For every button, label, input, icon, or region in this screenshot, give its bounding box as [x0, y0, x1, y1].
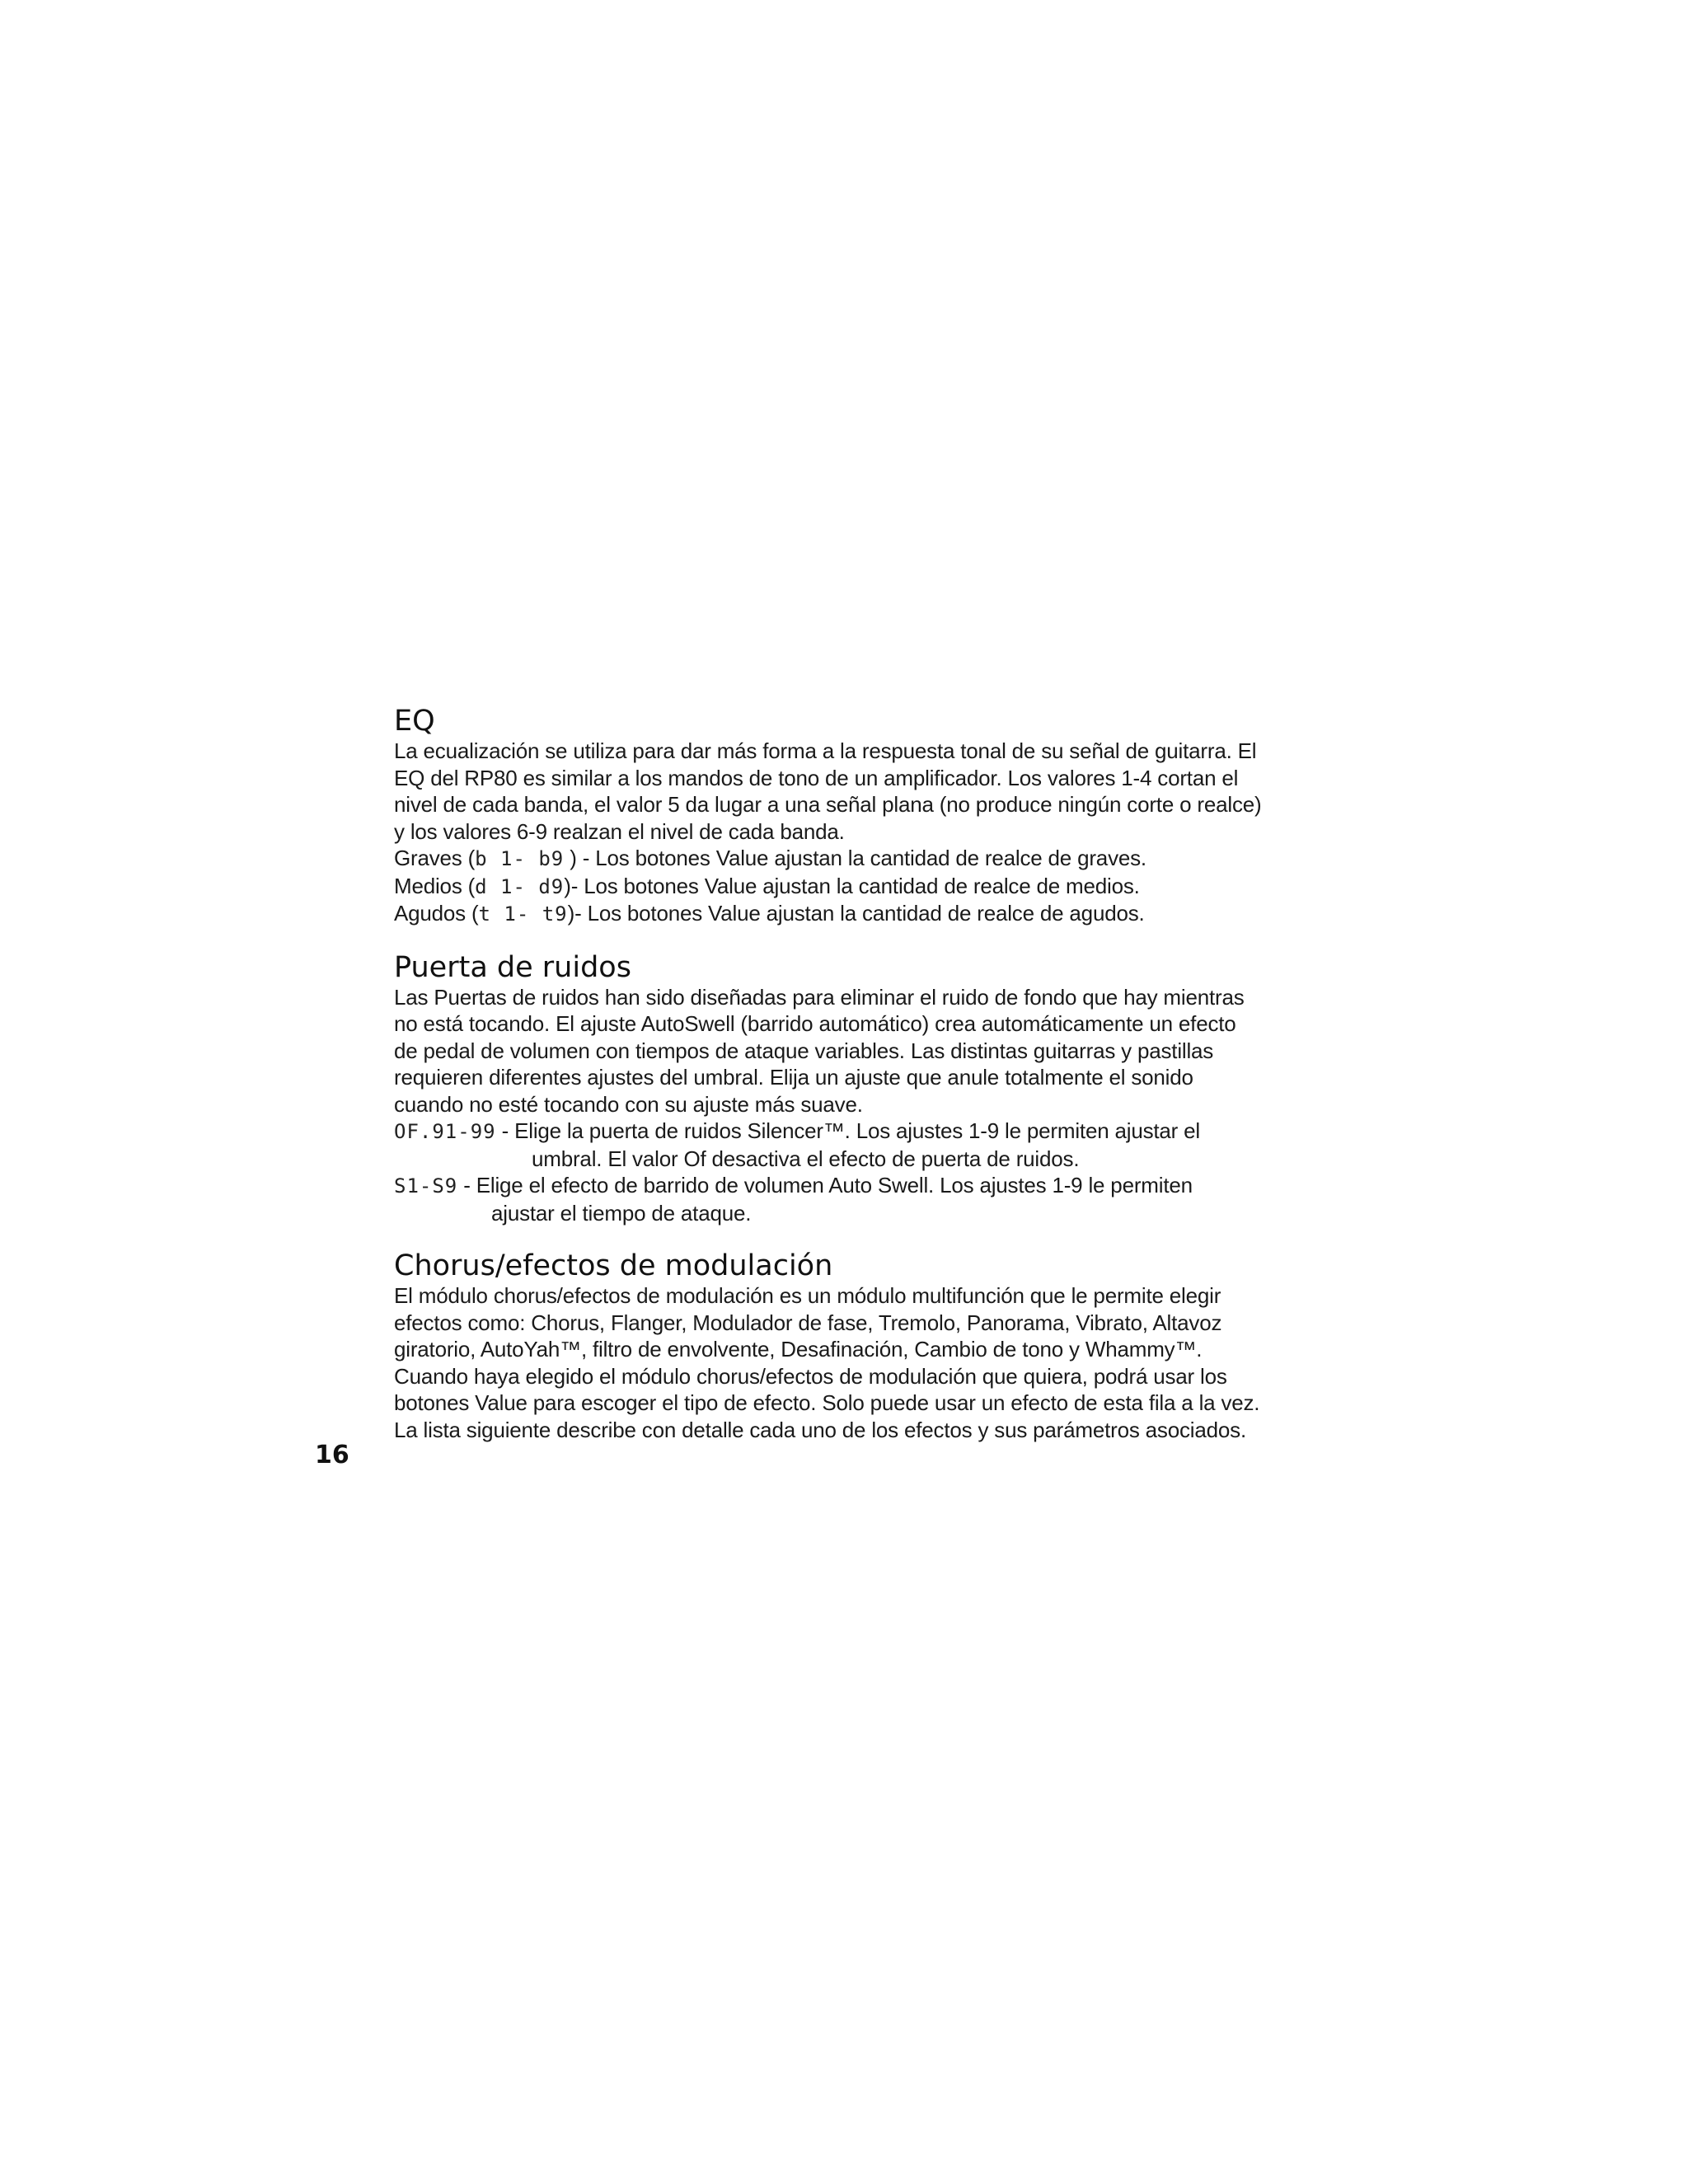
eq-mid-label: Medios (: [394, 873, 476, 898]
section-noise-gate: [394, 951, 1350, 1227]
heading-eq: EQ: [394, 705, 435, 738]
eq-bass-desc: ) - Los botones Value ajustan la cantidad de realce de graves.: [564, 846, 1146, 870]
section-eq: [394, 705, 1350, 928]
chorus-paragraph-line-2: efectos como: Chorus, Flanger, Modulador de fase, Tremolo, Panorama, Vibrato, Altavoz: [394, 1310, 1222, 1335]
chorus-paragraph-line-4: Cuando haya elegido el módulo chorus/efectos de modulación que quiera, podrá usar los: [394, 1363, 1227, 1389]
gate-swell-desc-1: - Elige el efecto de barrido de volumen Auto Swell. Los ajustes 1-9 le permiten: [457, 1173, 1193, 1197]
gate-swell-lcd-code: S1-S9: [394, 1174, 458, 1197]
gate-paragraph-line-1: Las Puertas de ruidos han sido diseñadas para eliminar el ruido de fondo que hay mientras: [394, 984, 1245, 1010]
gate-paragraph-line-4: requieren diferentes ajustes del umbral. Elija un ajuste que anule totalmente el sonido: [394, 1065, 1193, 1090]
gate-swell-item: [394, 1172, 1350, 1200]
gate-paragraph-line-3: de pedal de volumen con tiempos de ataque variables. Las distintas guitarras y pastillas: [394, 1038, 1214, 1063]
eq-paragraph-line-4: y los valores 6-9 realzan el nivel de cada banda.: [394, 818, 845, 844]
eq-paragraph-line-1: La ecualización se utiliza para dar más forma a la respuesta tonal de su señal de guitarra. El: [394, 738, 1257, 763]
eq-treble-lcd-code: t 1- t9: [478, 902, 568, 926]
heading-noise-gate: Puerta de ruidos: [394, 950, 631, 984]
gate-silencer-item: [394, 1118, 1350, 1146]
eq-treble-item: [394, 900, 1350, 928]
gate-swell-desc-2: ajustar el tiempo de ataque.: [491, 1200, 752, 1226]
chorus-paragraph-line-3: giratorio, AutoYah™, filtro de envolvente, Desafinación, Cambio de tono y Whammy™.: [394, 1337, 1203, 1361]
chorus-paragraph-line-1: El módulo chorus/efectos de modulación es un módulo multifunción que le permite elegir: [394, 1283, 1221, 1308]
gate-paragraph-line-5: cuando no esté tocando con su ajuste más suave.: [394, 1091, 863, 1117]
gate-silencer-desc-1: - Elige la puerta de ruidos Silencer™. Los ajustes 1-9 le permiten ajustar el: [495, 1118, 1200, 1143]
gate-silencer-lcd-code: OF.91-99: [394, 1120, 496, 1143]
eq-mid-desc: )- Los botones Value ajustan la cantidad de realce de medios.: [564, 873, 1140, 898]
heading-chorus: Chorus/efectos de modulación: [394, 1249, 833, 1282]
eq-bass-item: [394, 845, 1350, 873]
chorus-paragraph-line-6: La lista siguiente describe con detalle cada uno de los efectos y sus parámetros asociados.: [394, 1417, 1246, 1442]
eq-treble-desc: )- Los botones Value ajustan la cantidad de realce de agudos.: [567, 901, 1145, 926]
section-chorus: [394, 1249, 1350, 1443]
eq-treble-label: Agudos (: [394, 901, 479, 926]
eq-mid-item: [394, 873, 1350, 901]
eq-mid-lcd-code: d 1- d9: [475, 874, 565, 898]
chorus-paragraph-line-5: botones Value para escoger el tipo de efecto. Solo puede usar un efecto de esta fila a la vez.: [394, 1390, 1260, 1415]
eq-bass-label: Graves (: [394, 846, 476, 870]
eq-paragraph-line-3: nivel de cada banda, el valor 5 da lugar a una señal plana (no produce ningún corte o realce): [394, 792, 1262, 817]
page-number: 16: [315, 1441, 349, 1469]
gate-silencer-desc-2: umbral. El valor Of desactiva el efecto de puerta de ruidos.: [532, 1146, 1080, 1171]
gate-paragraph-line-2: no está tocando. El ajuste AutoSwell (barrido automático) crea automáticamente un efecto: [394, 1011, 1236, 1036]
page-content: [394, 705, 1350, 1443]
eq-bass-lcd-code: b 1- b9: [475, 847, 565, 870]
eq-paragraph-line-2: EQ del RP80 es similar a los mandos de tono de un amplificador. Los valores 1-4 cortan el: [394, 765, 1239, 790]
